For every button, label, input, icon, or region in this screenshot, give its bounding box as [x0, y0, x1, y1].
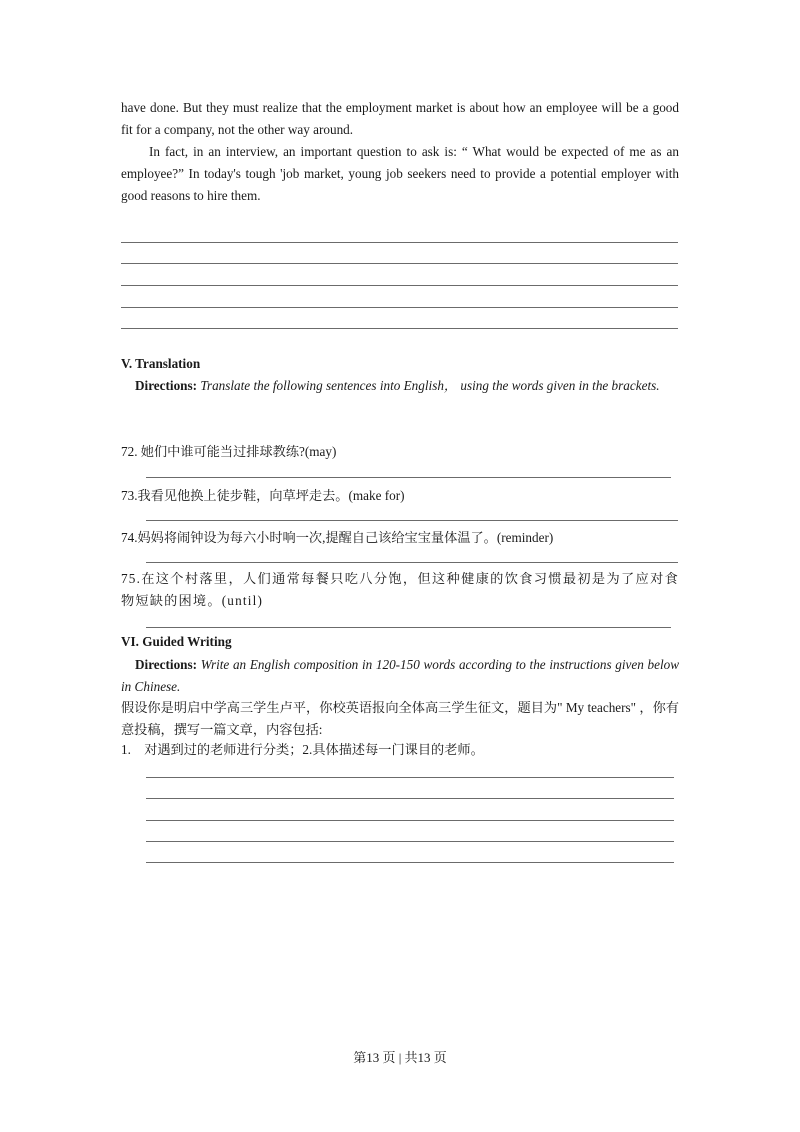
translation-item-74: 74.妈妈将闹钟设为每六小时响一次,提醒自己该给宝宝量体温了。(reminder) [121, 530, 554, 545]
answer-line[interactable] [146, 798, 674, 799]
writing-directions [121, 654, 679, 698]
directions-label: Directions: [135, 657, 198, 672]
translation-item-75: 75.在这个村落里，人们通常每餐只吃八分饱，但这种健康的饮食习惯最初是为了应对食物短缺的困境。(until) [121, 571, 679, 608]
translation-item-72: 72. 她们中谁可能当过排球教练?(may) [121, 444, 337, 459]
translation-directions [121, 375, 679, 397]
point-text: 对遇到过的老师进行分类；2.具体描述每一门课目的老师。 [144, 742, 484, 757]
answer-line[interactable] [121, 285, 678, 286]
directions-label: Directions: [135, 378, 198, 393]
translation-item-73: 73.我看见他换上徒步鞋，向草坪走去。(make for) [121, 488, 405, 503]
translation-heading: V. Translation [121, 356, 201, 371]
answer-line[interactable] [146, 820, 674, 821]
page-footer: 第13 页 | 共13 页 [353, 1050, 447, 1065]
answer-line[interactable] [146, 627, 671, 628]
point-number: 1. [121, 742, 131, 757]
answer-line[interactable] [146, 520, 678, 521]
directions-text: Write an English composition in 120-150 words according to the instructions given below in Chinese. [121, 657, 680, 694]
answer-line[interactable] [146, 841, 674, 842]
directions-text: Translate the following sentences into English， using the words given in the brackets. [200, 378, 660, 393]
writing-heading: VI. Guided Writing [121, 634, 232, 649]
writing-prompt: 假设你是明启中学高三学生卢平，你校英语报向全体高三学生征文，题目为" My teachers" ，你有意投稿，撰写一篇文章，内容包括: [121, 700, 679, 737]
passage-paragraph-2: In fact, in an interview, an important question to ask is: “ What would be expected of me as an employee?” In today's tough 'job market, young job seekers need to provide a potential employer with good reasons to hire them. [121, 144, 679, 203]
passage-paragraph-1: have done. But they must realize that the employment market is about how an employee will be a good fit for a company, not the other way around. [121, 100, 679, 137]
answer-line[interactable] [121, 307, 678, 308]
writing-point-1 [121, 739, 484, 758]
answer-line[interactable] [146, 562, 678, 563]
answer-line[interactable] [121, 242, 678, 243]
answer-line[interactable] [146, 777, 674, 778]
answer-line[interactable] [121, 328, 678, 329]
answer-line[interactable] [146, 862, 674, 863]
answer-line[interactable] [146, 477, 671, 478]
answer-line[interactable] [121, 263, 678, 264]
